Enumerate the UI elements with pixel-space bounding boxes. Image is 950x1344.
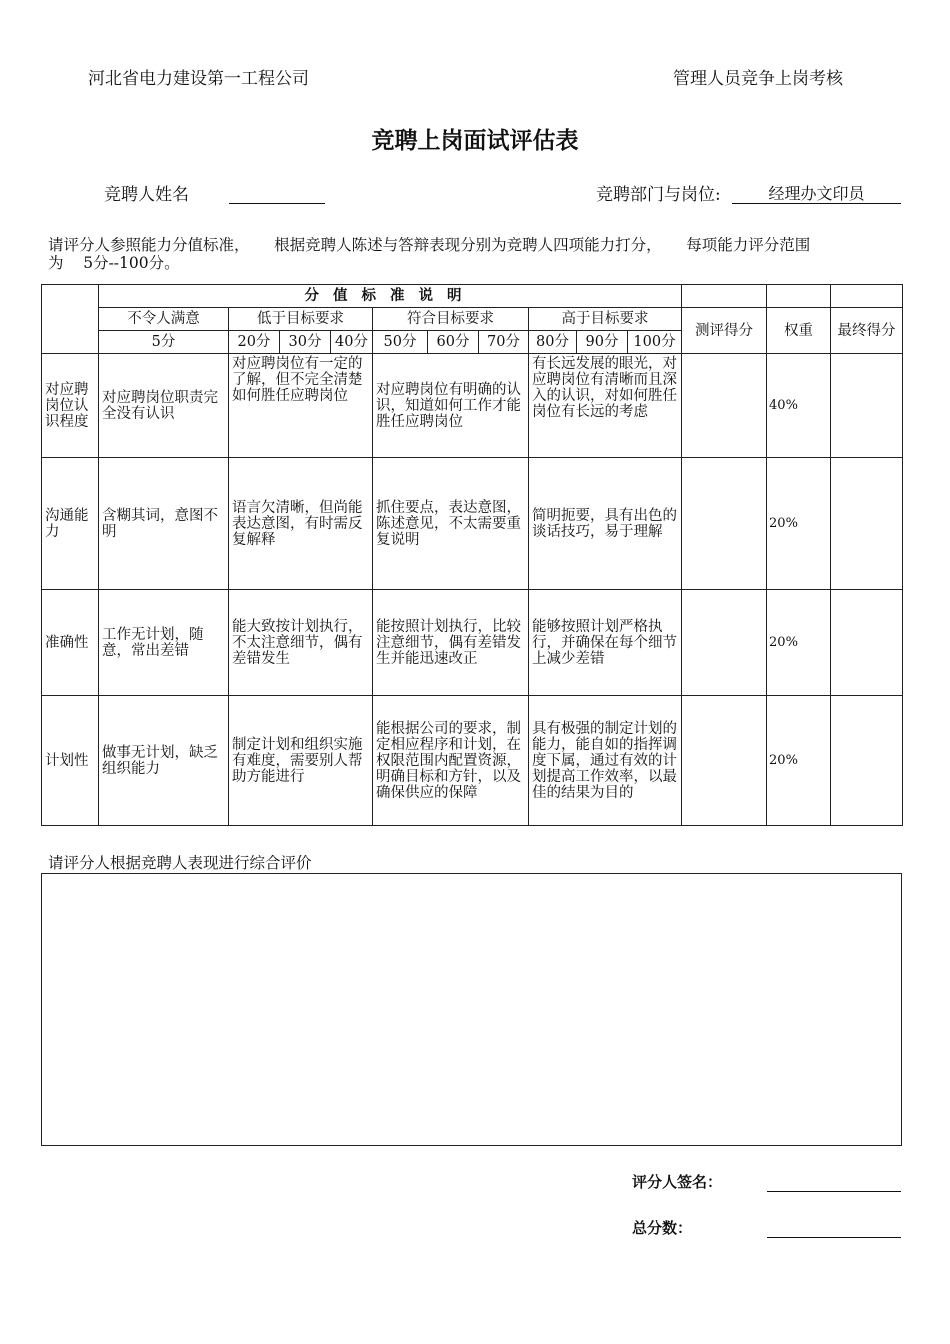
row-weight: 20%: [767, 696, 831, 826]
row-weight: 40%: [767, 354, 831, 458]
table-row: [42, 458, 903, 590]
row-score-input[interactable]: [682, 590, 767, 696]
row-name: 准确性: [42, 590, 99, 696]
row-level-2: 能大致按计划执行，不太注意细节，偶有差错发生: [229, 590, 373, 696]
row-score-input[interactable]: [682, 354, 767, 458]
row-level-1: 含糊其词，意图不明: [99, 458, 229, 590]
score-20: 20分: [229, 331, 280, 354]
row-score-input[interactable]: [682, 696, 767, 826]
dept-label: 竞聘部门与岗位:: [596, 185, 721, 205]
signature-label: 评分人签名：: [632, 1173, 723, 1191]
score-90: 90分: [577, 331, 628, 354]
company-name: 河北省电力建设第一工程公司: [88, 69, 309, 89]
score-30: 30分: [280, 331, 331, 354]
assessment-name: 管理人员竞争上岗考核: [673, 69, 843, 89]
table-row: [42, 590, 903, 696]
score-60: 60分: [428, 331, 479, 354]
score-table: [41, 284, 903, 826]
col-score: 测评得分: [682, 308, 767, 354]
table-row: [42, 354, 903, 458]
row-level-3: 抓住要点，表达意图，陈述意见，不太需要重复说明: [373, 458, 529, 590]
score-100: 100分: [628, 331, 682, 354]
col-weight: 权重: [767, 308, 831, 354]
total-field[interactable]: [767, 1237, 901, 1238]
total-label: 总分数：: [632, 1219, 693, 1237]
row-weight: 20%: [767, 458, 831, 590]
row-level-4: 有长远发展的眼光，对应聘岗位有清晰而且深入的认识，对如何胜任岗位有长远的考虑: [529, 354, 682, 458]
row-final-input[interactable]: [831, 696, 903, 826]
level-below: 低于目标要求: [229, 308, 373, 331]
row-level-3: 能根据公司的要求，制定相应程序和计划，在权限范围内配置资源，明确目标和方针，以及确保供应的保障: [373, 696, 529, 826]
row-level-2: 语言欠清晰，但尚能表达意图，有时需反复解释: [229, 458, 373, 590]
signature-field[interactable]: [767, 1191, 901, 1192]
standard-header: 分值标准说明: [99, 285, 682, 308]
candidate-name-field[interactable]: [229, 181, 325, 204]
level-meets: 符合目标要求: [373, 308, 529, 331]
row-weight: 20%: [767, 590, 831, 696]
row-final-input[interactable]: [831, 458, 903, 590]
row-final-input[interactable]: [831, 354, 903, 458]
level-unsatisfactory: 不令人满意: [99, 308, 229, 331]
row-level-1: 对应聘岗位职责完全没有认识: [99, 354, 229, 458]
instructions: [48, 236, 898, 272]
row-name: 计划性: [42, 696, 99, 826]
row-name: 对应聘岗位认识程度: [42, 354, 99, 458]
row-level-2: 制定计划和组织实施有难度，需要别人帮助方能进行: [229, 696, 373, 826]
col-final: 最终得分: [831, 308, 903, 354]
level-above: 高于目标要求: [529, 308, 682, 331]
row-score-input[interactable]: [682, 458, 767, 590]
instruction-line-2: 为 5分--100分。: [48, 254, 180, 272]
score-50: 50分: [373, 331, 428, 354]
row-level-2: 对应聘岗位有一定的了解，但不完全清楚如何胜任应聘岗位: [229, 354, 373, 458]
page-title: 竞聘上岗面试评估表: [371, 128, 579, 154]
row-level-3: 对应聘岗位有明确的认识，知道如何工作才能胜任应聘岗位: [373, 354, 529, 458]
row-level-4: 简明扼要，具有出色的谈话技巧，易于理解: [529, 458, 682, 590]
corner-cell: [42, 285, 99, 354]
row-level-1: 工作无计划，随意，常出差错: [99, 590, 229, 696]
row-final-input[interactable]: [831, 590, 903, 696]
row-level-4: 具有极强的制定计划的能力，能自如的指挥调度下属，通过有效的计划提高工作效率，以最佳的结果为目的: [529, 696, 682, 826]
dept-field[interactable]: 经理办文印员: [732, 181, 901, 204]
evaluation-caption: 请评分人根据竞聘人表现进行综合评价: [48, 854, 312, 872]
instruction-line-1: 请评分人参照能力分值标准， 根据竞聘人陈述与答辩表现分别为竞聘人四项能力打分， 每项能力评分范围: [48, 236, 811, 254]
row-name: 沟通能力: [42, 458, 99, 590]
evaluation-textarea[interactable]: [41, 873, 902, 1146]
score-40: 40分: [331, 331, 373, 354]
table-row: [42, 696, 903, 826]
candidate-name-label: 竞聘人姓名: [104, 185, 189, 205]
row-level-3: 能按照计划执行，比较注意细节，偶有差错发生并能迅速改正: [373, 590, 529, 696]
score-70: 70分: [479, 331, 529, 354]
score-80: 80分: [529, 331, 577, 354]
score-5: 5分: [99, 331, 229, 354]
row-level-4: 能够按照计划严格执行，并确保在每个细节上减少差错: [529, 590, 682, 696]
row-level-1: 做事无计划，缺乏组织能力: [99, 696, 229, 826]
